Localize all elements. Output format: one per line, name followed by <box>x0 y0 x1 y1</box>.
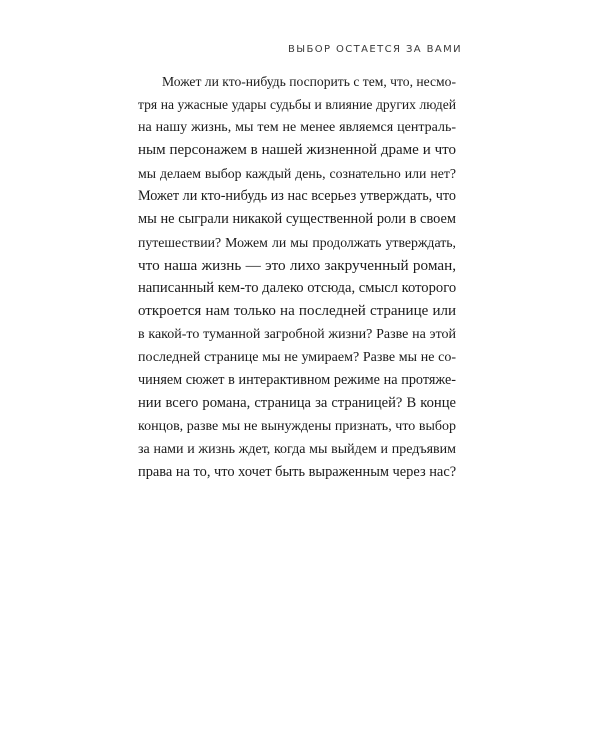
text-line: мы делаем выбор каждый день, сознательно или нет? <box>138 166 456 181</box>
text-line: откроется нам только на последней странице или <box>138 303 456 319</box>
text-line: что наша жизнь — это лихо закрученный роман, <box>138 257 456 274</box>
text-line: в какой-то туманной загробной жизни? Разве на этой <box>138 327 456 342</box>
text-line: за нами и жизнь ждет, когда мы выйдем и предъявим <box>138 442 456 457</box>
text-line: на нашу жизнь, мы тем не менее являемся централь- <box>138 120 456 135</box>
text-line: Может ли кто-нибудь из нас всерьез утверждать, что <box>138 188 457 204</box>
text-line: Может ли кто-нибудь поспорить с тем, что, несмо- <box>162 74 456 89</box>
text-line: последней странице мы не умираем? Разве мы не со- <box>138 350 456 365</box>
text-line: концов, разве мы не вынуждены признать, что выбор <box>138 419 456 434</box>
text-line: ным персонажем в нашей жизненной драме и что <box>138 142 456 158</box>
text-line: путешествии? Можем ли мы продолжать утверждать, <box>138 235 456 250</box>
body-paragraph <box>138 70 456 484</box>
text-line: права на то, что хочет быть выраженным через нас? <box>138 464 457 480</box>
running-header: ВЫБОР ОСТАЕТСЯ ЗА ВАМИ <box>287 44 462 55</box>
text-line: тря на ужасные удары судьбы и влияние других людей <box>138 97 456 112</box>
text-line: мы не сыграли никакой существенной роли в своем <box>138 211 456 227</box>
text-line: написанный кем-то далеко отсюда, смысл которого <box>138 280 457 296</box>
text-line: чиняем сюжет в интерактивном режиме на протяже- <box>138 372 456 388</box>
text-line: нии всего романа, страница за страницей? В конце <box>138 395 456 411</box>
